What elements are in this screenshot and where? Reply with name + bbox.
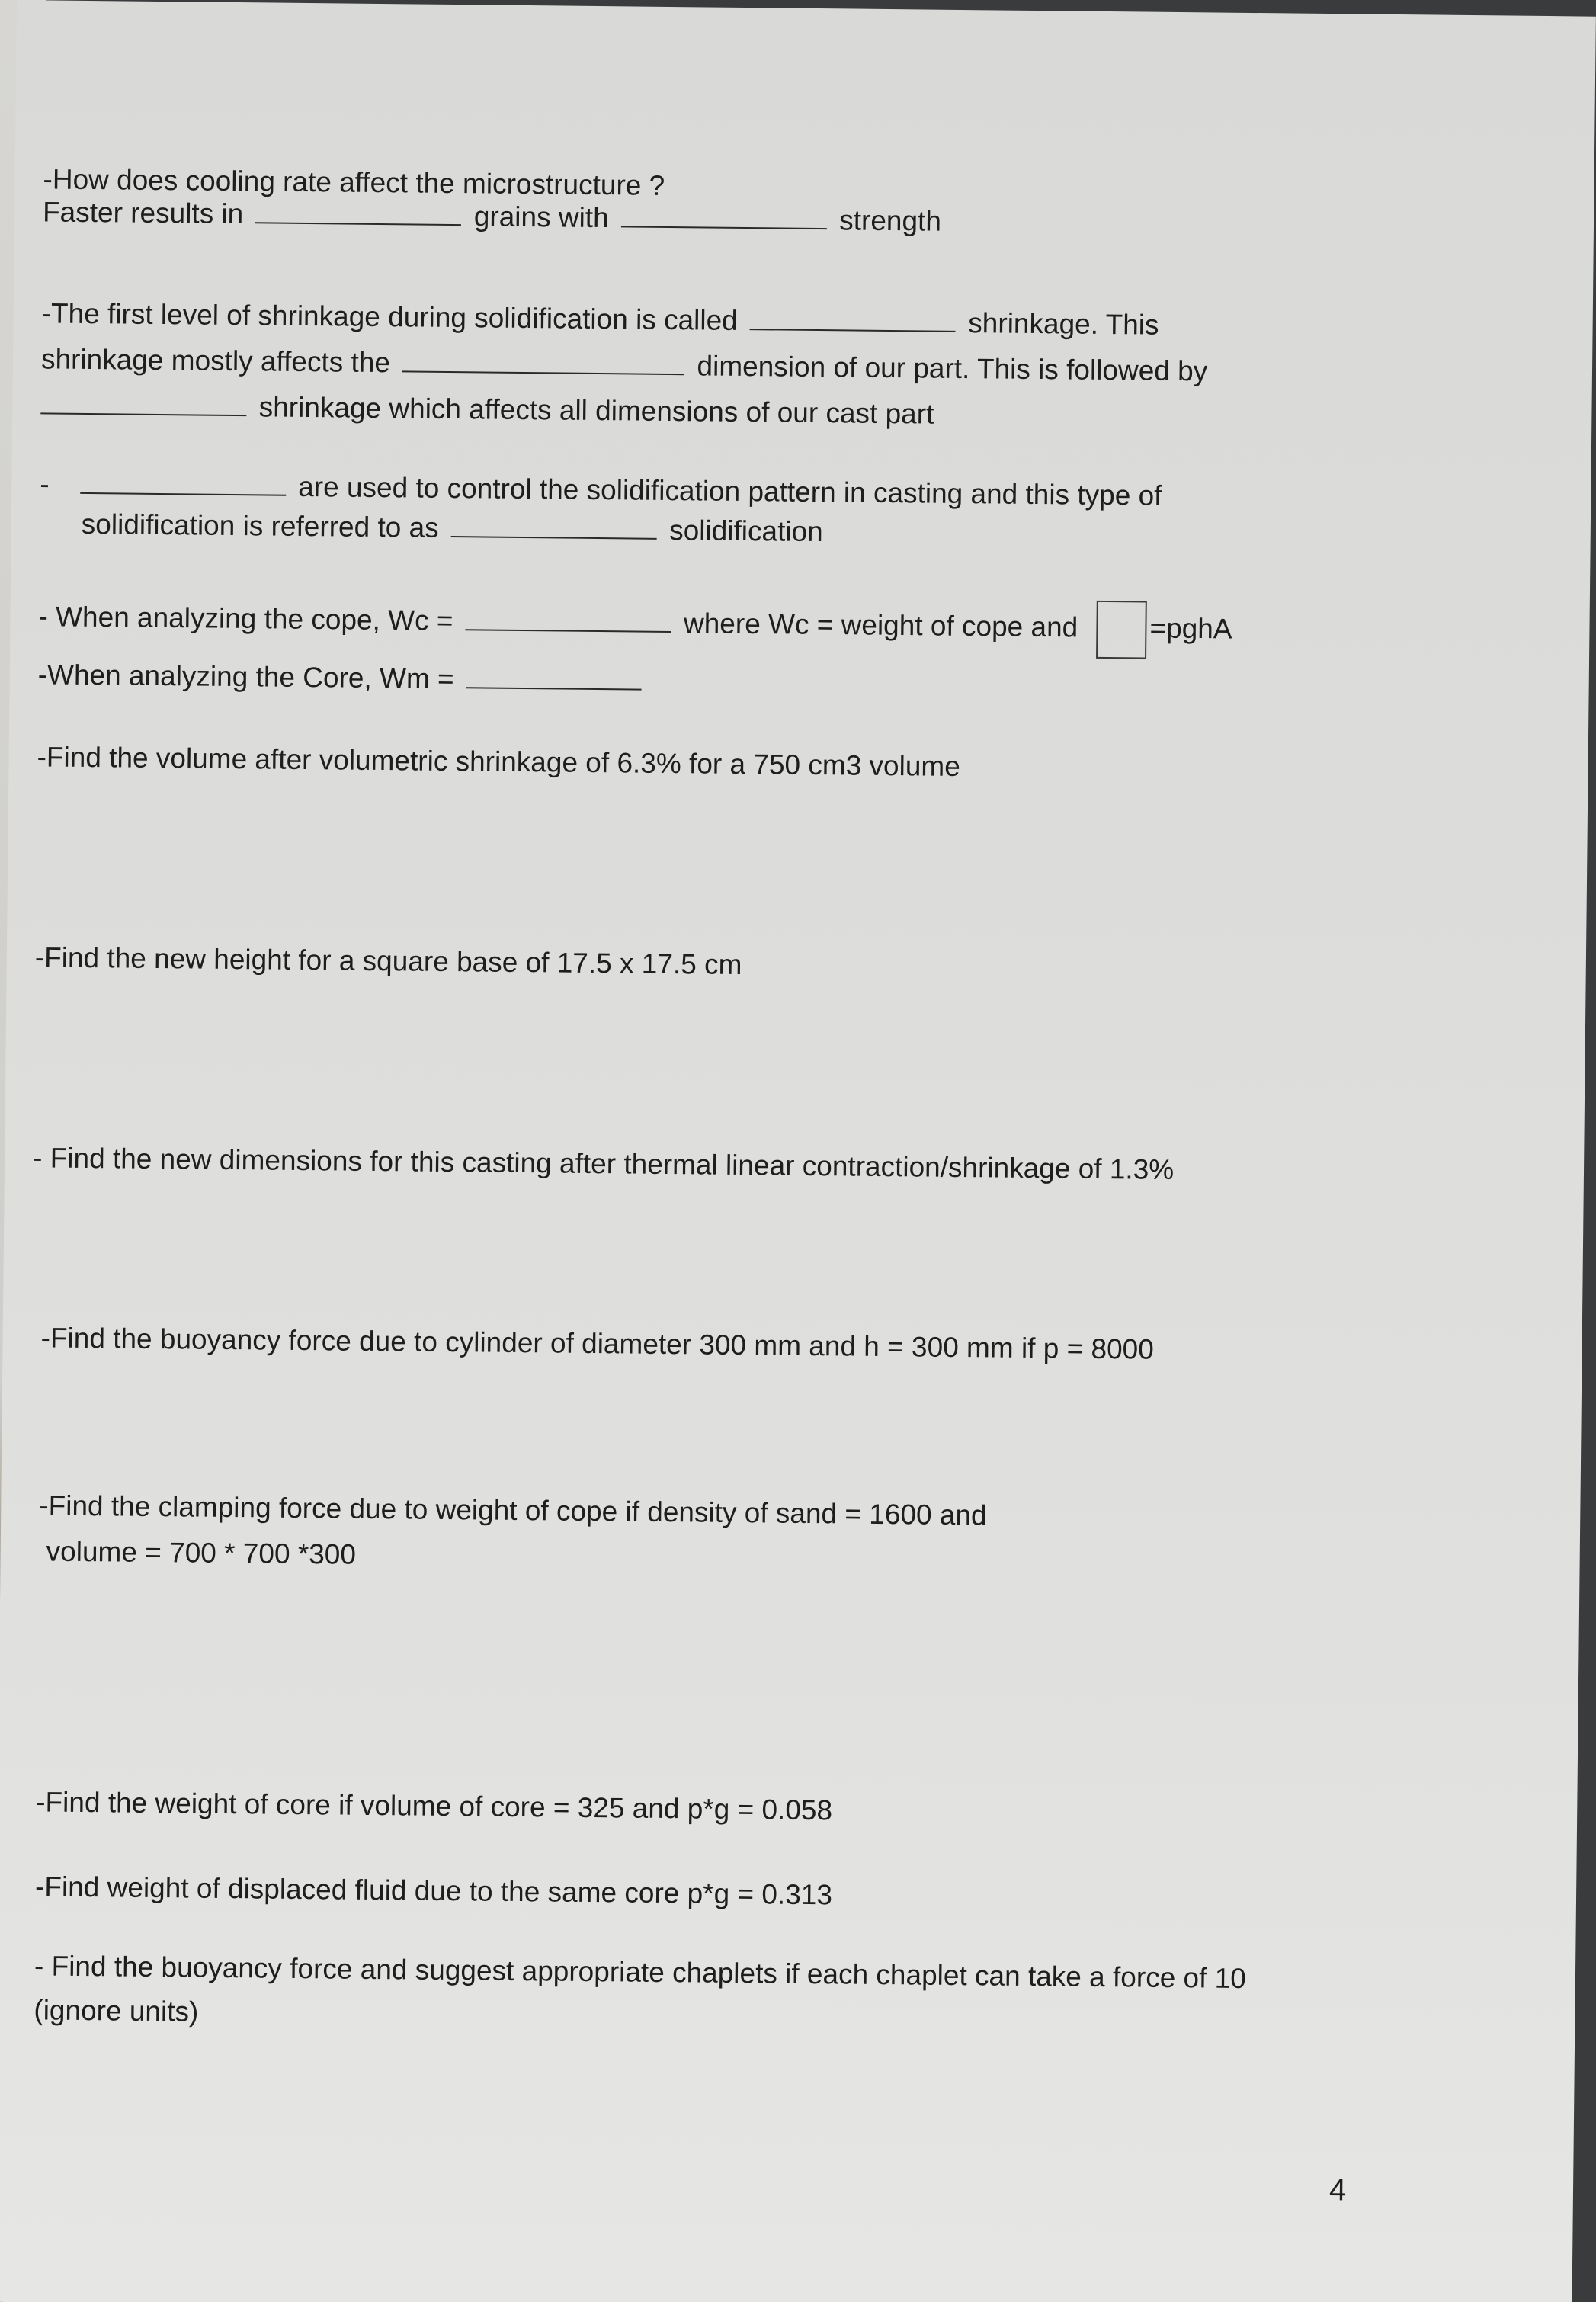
question-chills-line-1: - are used to control the solidification pattern in casting and this type of bbox=[40, 468, 1162, 511]
question-shrinkage-line-1: -The first level of shrinkage during solidification is called shrinkage. This bbox=[41, 297, 1159, 341]
page-number: 4 bbox=[1328, 2173, 1347, 2207]
question-cope-weight: - When analyzing the cope, Wc = where Wc = weight of cope and =pghA bbox=[38, 589, 1232, 659]
question-displaced-fluid: -Find weight of displaced fluid due to the same core p*g = 0.313 bbox=[34, 1871, 833, 1911]
question-chaplets-line-2: (ignore units) bbox=[34, 1994, 199, 2028]
question-core-weight: -When analyzing the Core, Wm = bbox=[37, 657, 646, 699]
answer-blank[interactable] bbox=[402, 348, 684, 375]
question-buoyancy-cylinder: -Find the buoyancy force due to cylinder of diameter 300 mm and h = 300 mm if p = 8000 bbox=[40, 1322, 1155, 1365]
answer-blank[interactable] bbox=[466, 664, 642, 690]
question-clamping-force-line-1: -Find the clamping force due to weight of cope if density of sand = 1600 and bbox=[39, 1489, 987, 1531]
question-core-weight-calc: -Find the weight of core if volume of core = 325 and p*g = 0.058 bbox=[36, 1786, 833, 1826]
answer-blank[interactable] bbox=[40, 390, 246, 416]
question-shrinkage-line-3: shrinkage which affects all dimensions of our cast part bbox=[40, 387, 934, 432]
question-thermal-contraction: - Find the new dimensions for this casting after thermal linear contraction/shrinkage of 1.3% bbox=[32, 1142, 1175, 1185]
question-chaplets-line-1: - Find the buoyancy force and suggest appropriate chaplets if each chaplet can take a force of 10 bbox=[34, 1950, 1247, 1995]
answer-blank[interactable] bbox=[80, 470, 286, 496]
answer-blank[interactable] bbox=[750, 306, 956, 332]
question-new-height: -Find the new height for a square base of 17.5 x 17.5 cm bbox=[34, 941, 742, 981]
answer-blank[interactable] bbox=[466, 606, 671, 633]
question-volumetric-shrinkage: -Find the volume after volumetric shrinkage of 6.3% for a 750 cm3 volume bbox=[37, 741, 961, 783]
question-text: -How does cooling rate affect the microstructure ? bbox=[43, 163, 665, 201]
question-chills-line-2: solidification is referred to as solidification bbox=[81, 508, 823, 548]
answer-blank[interactable] bbox=[451, 513, 657, 540]
answer-blank[interactable] bbox=[255, 199, 461, 226]
question-shrinkage-line-2: shrinkage mostly affects the dimension of our part. This is followed by bbox=[40, 343, 1208, 387]
formula-box[interactable] bbox=[1096, 601, 1147, 659]
question-cooling-rate-answer: Faster results in grains with strength bbox=[42, 196, 942, 237]
answer-blank[interactable] bbox=[621, 203, 827, 229]
question-clamping-force-line-2: volume = 700 * 700 *300 bbox=[46, 1535, 357, 1570]
